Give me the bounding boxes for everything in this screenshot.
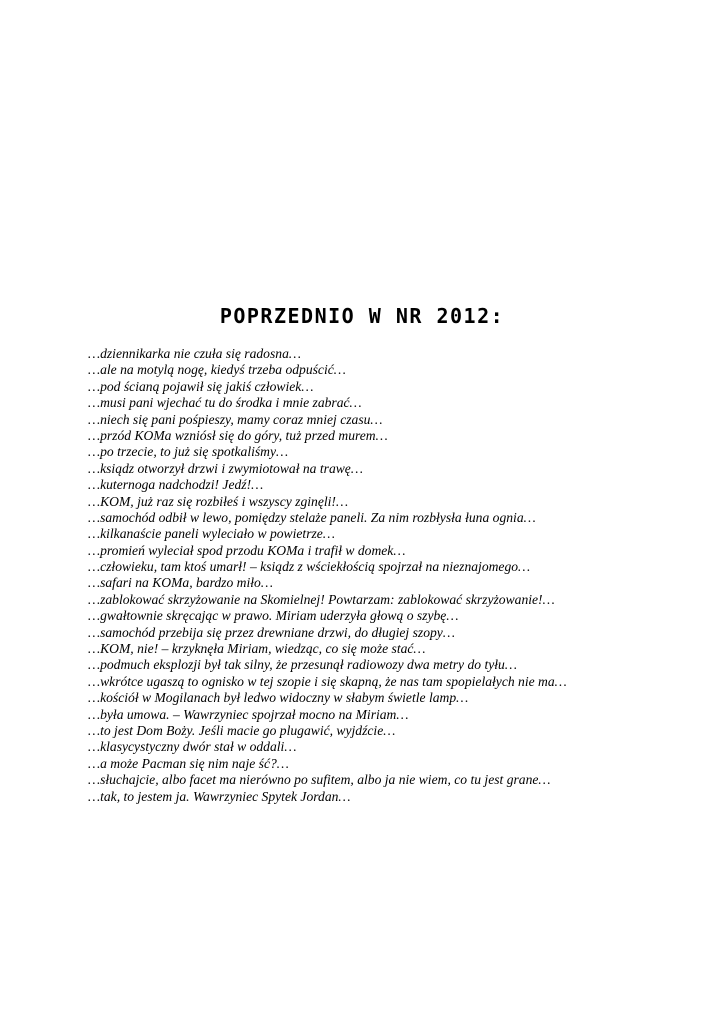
recap-line: …pod ścianą pojawił się jakiś człowiek… <box>88 378 314 394</box>
recap-line: …kościół w Mogilanach był ledwo widoczny w słabym świetle lamp… <box>88 690 469 706</box>
recap-line: …po trzecie, to już się spotkaliśmy… <box>88 444 289 460</box>
recap-line: …gwałtownie skręcając w prawo. Miriam uderzyła głową o szybę… <box>88 608 459 624</box>
recap-line: …KOM, już raz się rozbiłeś i wszyscy zginęli!… <box>88 493 349 509</box>
recap-line: …to jest Dom Boży. Jeśli macie go plugawić, wyjdźcie… <box>88 722 396 738</box>
recap-line: …wkrótce ugaszą to ognisko w tej szopie i się skapną, że nas tam spopielałych nie ma… <box>88 673 567 689</box>
recap-line: …samochód przebija się przez drewniane drzwi, do długiej szopy… <box>88 624 455 640</box>
recap-line: …ale na motylą nogę, kiedyś trzeba odpuścić… <box>88 362 346 378</box>
recap-line: …była umowa. – Wawrzyniec spojrzał mocno na Miriam… <box>88 706 409 722</box>
recap-line: …ksiądz otworzył drzwi i zwymiotował na trawę… <box>88 460 363 476</box>
recap-line: …a może Pacman się nim naje ść?… <box>88 755 289 771</box>
recap-line: …dziennikarka nie czuła się radosna… <box>88 346 301 361</box>
recap-line: …podmuch eksplozji był tak silny, że przesunął radiowozy dwa metry do tyłu… <box>88 657 517 673</box>
recap-line: …KOM, nie! – krzyknęła Miriam, wiedząc, co się może stać… <box>88 641 426 657</box>
recap-line: …samochód odbił w lewo, pomiędzy stelaże paneli. Za nim rozbłysła łuna ognia… <box>88 509 536 525</box>
recap-line: …klasycystyczny dwór stał w oddali… <box>88 739 297 755</box>
recap-line: …kilkanaście paneli wyleciało w powietrze… <box>88 526 335 542</box>
recap-line: …zablokować skrzyżowanie na Skomielnej! Powtarzam: zablokować skrzyżowanie!… <box>88 591 555 607</box>
page-heading: POPRZEDNIO W NR 2012: <box>219 304 505 328</box>
recap-line: …przód KOMa wzniósł się do góry, tuż przed murem… <box>88 427 388 443</box>
recap-line: …kuternoga nadchodzi! Jedź!… <box>88 477 264 493</box>
recap-line: …promień wyleciał spod przodu KOMa i trafił w domek… <box>88 542 406 558</box>
recap-line: …słuchajcie, albo facet ma nierówno po sufitem, albo ja nie wiem, co tu jest grane… <box>88 772 551 788</box>
recap-line: …musi pani wjechać tu do środka i mnie zabrać… <box>88 395 362 411</box>
recap-list <box>88 346 708 805</box>
recap-line: …niech się pani pośpieszy, mamy coraz mniej czasu… <box>88 411 383 427</box>
recap-line: …safari na KOMa, bardzo miło… <box>88 575 273 591</box>
recap-line: …człowieku, tam ktoś umarł! – ksiądz z wściekłością spojrzał na nieznajomego… <box>88 559 531 575</box>
recap-line: …tak, to jestem ja. Wawrzyniec Spytek Jordan… <box>88 788 351 804</box>
